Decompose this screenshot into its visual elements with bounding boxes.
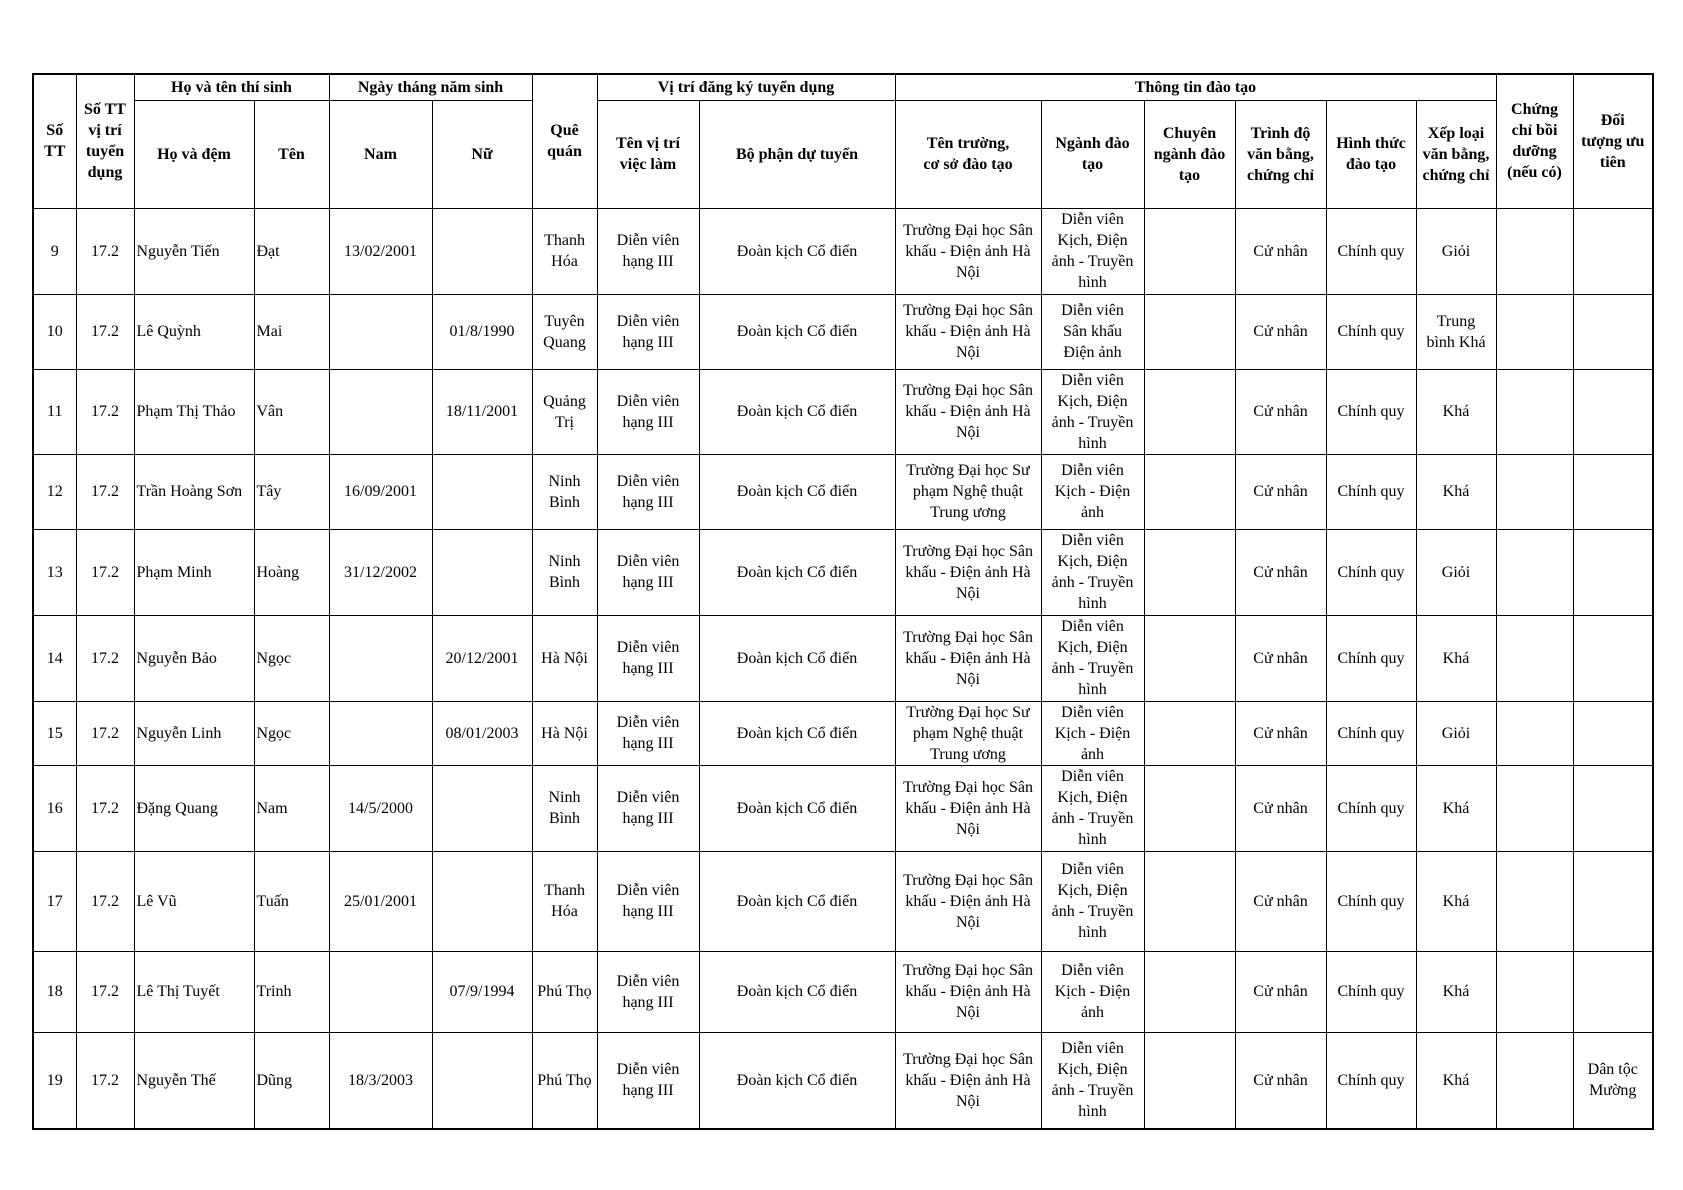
col-header-bo-phan: Bộ phận dự tuyển <box>699 100 895 208</box>
cell-xep-loai: Khá <box>1416 951 1496 1032</box>
cell-nganh: Diễn viên Sân khấu Điện ảnh <box>1041 294 1144 369</box>
cell-stt: 13 <box>33 529 76 615</box>
cell-nganh: Diễn viên Kịch - Điện ảnh <box>1041 701 1144 765</box>
cell-ten-vi-tri: Diễn viên hạng III <box>597 208 699 294</box>
cell-nu <box>432 208 532 294</box>
cell-bo-phan: Đoàn kịch Cổ điển <box>699 294 895 369</box>
cell-ten-vi-tri: Diễn viên hạng III <box>597 294 699 369</box>
cell-chuyen-nganh <box>1144 369 1235 454</box>
cell-chung-chi <box>1496 529 1573 615</box>
col-header-trinh-do: Trình độ văn bằng, chứng chỉ <box>1235 100 1326 208</box>
cell-nam: 25/01/2001 <box>329 851 432 951</box>
cell-truong: Trường Đại học Sân khấu - Điện ảnh Hà Nội <box>895 1032 1041 1129</box>
cell-doi-tuong <box>1573 294 1653 369</box>
cell-nganh: Diễn viên Kịch, Điện ảnh - Truyền hình <box>1041 208 1144 294</box>
cell-ho-dem: Phạm Thị Thảo <box>134 369 254 454</box>
cell-truong: Trường Đại học Sân khấu - Điện ảnh Hà Nội <box>895 369 1041 454</box>
cell-ho-dem: Lê Vũ <box>134 851 254 951</box>
col-header-ten-vi-tri: Tên vị trí việc làm <box>597 100 699 208</box>
table-row <box>33 951 1653 1032</box>
cell-ho-dem: Trần Hoàng Sơn <box>134 454 254 529</box>
cell-que-quan: Phú Thọ <box>532 951 597 1032</box>
cell-ten: Đạt <box>254 208 329 294</box>
cell-truong: Trường Đại học Sân khấu - Điện ảnh Hà Nội <box>895 529 1041 615</box>
cell-nganh: Diễn viên Kịch, Điện ảnh - Truyền hình <box>1041 615 1144 701</box>
col-header-ho-dem: Họ và đệm <box>134 100 254 208</box>
cell-trinh-do: Cử nhân <box>1235 765 1326 851</box>
cell-nam <box>329 615 432 701</box>
cell-chung-chi <box>1496 1032 1573 1129</box>
cell-ho-dem: Nguyễn Bảo <box>134 615 254 701</box>
cell-nu <box>432 765 532 851</box>
cell-chung-chi <box>1496 615 1573 701</box>
cell-bo-phan: Đoàn kịch Cổ điển <box>699 851 895 951</box>
cell-trinh-do: Cử nhân <box>1235 369 1326 454</box>
table-row <box>33 208 1653 294</box>
cell-chuyen-nganh <box>1144 615 1235 701</box>
cell-chuyen-nganh <box>1144 454 1235 529</box>
cell-doi-tuong <box>1573 208 1653 294</box>
table-row <box>33 369 1653 454</box>
cell-hinh-thuc: Chính quy <box>1326 701 1416 765</box>
cell-vi-tri: 17.2 <box>76 208 134 294</box>
cell-vi-tri: 17.2 <box>76 951 134 1032</box>
cell-ten: Mai <box>254 294 329 369</box>
cell-bo-phan: Đoàn kịch Cổ điển <box>699 369 895 454</box>
cell-ten: Ngọc <box>254 701 329 765</box>
cell-ho-dem: Phạm Minh <box>134 529 254 615</box>
cell-nu: 20/12/2001 <box>432 615 532 701</box>
col-header-hinh-thuc: Hình thức đào tạo <box>1326 100 1416 208</box>
cell-vi-tri: 17.2 <box>76 765 134 851</box>
cell-que-quan: Quảng Trị <box>532 369 597 454</box>
cell-xep-loai: Khá <box>1416 765 1496 851</box>
cell-ten-vi-tri: Diễn viên hạng III <box>597 851 699 951</box>
cell-que-quan: Thanh Hóa <box>532 208 597 294</box>
cell-truong: Trường Đại học Sân khấu - Điện ảnh Hà Nội <box>895 951 1041 1032</box>
cell-chuyen-nganh <box>1144 529 1235 615</box>
cell-stt: 9 <box>33 208 76 294</box>
cell-stt: 18 <box>33 951 76 1032</box>
cell-que-quan: Tuyên Quang <box>532 294 597 369</box>
cell-stt: 16 <box>33 765 76 851</box>
cell-ten-vi-tri: Diễn viên hạng III <box>597 529 699 615</box>
cell-que-quan: Hà Nội <box>532 701 597 765</box>
table-row <box>33 454 1653 529</box>
cell-ho-dem: Nguyễn Tiến <box>134 208 254 294</box>
cell-xep-loai: Khá <box>1416 454 1496 529</box>
cell-vi-tri: 17.2 <box>76 1032 134 1129</box>
cell-ten-vi-tri: Diễn viên hạng III <box>597 701 699 765</box>
cell-nam: 14/5/2000 <box>329 765 432 851</box>
table-row <box>33 765 1653 851</box>
cell-trinh-do: Cử nhân <box>1235 615 1326 701</box>
cell-truong: Trường Đại học Sân khấu - Điện ảnh Hà Nội <box>895 765 1041 851</box>
cell-ten: Trinh <box>254 951 329 1032</box>
cell-doi-tuong <box>1573 951 1653 1032</box>
cell-bo-phan: Đoàn kịch Cổ điển <box>699 529 895 615</box>
cell-xep-loai: Giỏi <box>1416 529 1496 615</box>
cell-xep-loai: Giỏi <box>1416 208 1496 294</box>
cell-nam: 16/09/2001 <box>329 454 432 529</box>
cell-doi-tuong: Dân tộc Mường <box>1573 1032 1653 1129</box>
cell-stt: 10 <box>33 294 76 369</box>
cell-que-quan: Ninh Bình <box>532 765 597 851</box>
cell-nganh: Diễn viên Kịch, Điện ảnh - Truyền hình <box>1041 851 1144 951</box>
cell-que-quan: Hà Nội <box>532 615 597 701</box>
col-header-nganh: Ngành đào tạo <box>1041 100 1144 208</box>
cell-que-quan: Ninh Bình <box>532 529 597 615</box>
cell-chung-chi <box>1496 208 1573 294</box>
cell-truong: Trường Đại học Sân khấu - Điện ảnh Hà Nội <box>895 208 1041 294</box>
cell-que-quan: Phú Thọ <box>532 1032 597 1129</box>
cell-vi-tri: 17.2 <box>76 701 134 765</box>
cell-chung-chi <box>1496 765 1573 851</box>
cell-bo-phan: Đoàn kịch Cổ điển <box>699 701 895 765</box>
cell-doi-tuong <box>1573 765 1653 851</box>
cell-nganh: Diễn viên Kịch, Điện ảnh - Truyền hình <box>1041 1032 1144 1129</box>
cell-ho-dem: Lê Thị Tuyết <box>134 951 254 1032</box>
table-row <box>33 615 1653 701</box>
cell-ten: Tây <box>254 454 329 529</box>
cell-vi-tri: 17.2 <box>76 369 134 454</box>
cell-ten-vi-tri: Diễn viên hạng III <box>597 765 699 851</box>
cell-doi-tuong <box>1573 615 1653 701</box>
group-header-dao-tao: Thông tin đào tạo <box>895 74 1496 100</box>
table-row <box>33 294 1653 369</box>
cell-nu <box>432 454 532 529</box>
cell-stt: 19 <box>33 1032 76 1129</box>
cell-chung-chi <box>1496 369 1573 454</box>
cell-nam <box>329 294 432 369</box>
cell-ten: Dũng <box>254 1032 329 1129</box>
cell-doi-tuong <box>1573 369 1653 454</box>
cell-bo-phan: Đoàn kịch Cổ điển <box>699 615 895 701</box>
cell-stt: 11 <box>33 369 76 454</box>
cell-chung-chi <box>1496 294 1573 369</box>
cell-hinh-thuc: Chính quy <box>1326 1032 1416 1129</box>
cell-vi-tri: 17.2 <box>76 851 134 951</box>
cell-nganh: Diễn viên Kịch, Điện ảnh - Truyền hình <box>1041 369 1144 454</box>
cell-bo-phan: Đoàn kịch Cổ điển <box>699 765 895 851</box>
cell-chuyen-nganh <box>1144 951 1235 1032</box>
col-header-doi-tuong: Đối tượng ưu tiên <box>1573 74 1653 208</box>
table-body <box>33 208 1653 1129</box>
cell-trinh-do: Cử nhân <box>1235 1032 1326 1129</box>
cell-hinh-thuc: Chính quy <box>1326 294 1416 369</box>
cell-ho-dem: Lê Quỳnh <box>134 294 254 369</box>
cell-bo-phan: Đoàn kịch Cổ điển <box>699 1032 895 1129</box>
cell-trinh-do: Cử nhân <box>1235 951 1326 1032</box>
cell-nganh: Diễn viên Kịch - Điện ảnh <box>1041 951 1144 1032</box>
cell-nu: 07/9/1994 <box>432 951 532 1032</box>
cell-hinh-thuc: Chính quy <box>1326 454 1416 529</box>
cell-nu <box>432 1032 532 1129</box>
cell-truong: Trường Đại học Sư phạm Nghệ thuật Trung ương <box>895 454 1041 529</box>
cell-bo-phan: Đoàn kịch Cổ điển <box>699 208 895 294</box>
cell-doi-tuong <box>1573 529 1653 615</box>
cell-vi-tri: 17.2 <box>76 454 134 529</box>
cell-nam: 31/12/2002 <box>329 529 432 615</box>
cell-hinh-thuc: Chính quy <box>1326 208 1416 294</box>
table-row <box>33 529 1653 615</box>
group-header-ho-ten: Họ và tên thí sinh <box>134 74 329 100</box>
cell-ho-dem: Nguyễn Thế <box>134 1032 254 1129</box>
cell-chuyen-nganh <box>1144 851 1235 951</box>
cell-truong: Trường Đại học Sân khấu - Điện ảnh Hà Nội <box>895 615 1041 701</box>
cell-bo-phan: Đoàn kịch Cổ điển <box>699 454 895 529</box>
cell-ten-vi-tri: Diễn viên hạng III <box>597 369 699 454</box>
cell-trinh-do: Cử nhân <box>1235 294 1326 369</box>
table-row <box>33 701 1653 765</box>
cell-chung-chi <box>1496 951 1573 1032</box>
cell-nu: 18/11/2001 <box>432 369 532 454</box>
col-header-que-quan: Quê quán <box>532 74 597 208</box>
cell-xep-loai: Khá <box>1416 369 1496 454</box>
cell-ten-vi-tri: Diễn viên hạng III <box>597 615 699 701</box>
cell-truong: Trường Đại học Sân khấu - Điện ảnh Hà Nội <box>895 851 1041 951</box>
cell-truong: Trường Đại học Sư phạm Nghệ thuật Trung ương <box>895 701 1041 765</box>
cell-hinh-thuc: Chính quy <box>1326 615 1416 701</box>
cell-que-quan: Thanh Hóa <box>532 851 597 951</box>
cell-nu: 01/8/1990 <box>432 294 532 369</box>
cell-nganh: Diễn viên Kịch - Điện ảnh <box>1041 454 1144 529</box>
cell-hinh-thuc: Chính quy <box>1326 529 1416 615</box>
cell-hinh-thuc: Chính quy <box>1326 851 1416 951</box>
table-row <box>33 851 1653 951</box>
cell-stt: 17 <box>33 851 76 951</box>
cell-ho-dem: Nguyễn Linh <box>134 701 254 765</box>
cell-nganh: Diễn viên Kịch, Điện ảnh - Truyền hình <box>1041 765 1144 851</box>
cell-ten-vi-tri: Diễn viên hạng III <box>597 454 699 529</box>
cell-doi-tuong <box>1573 851 1653 951</box>
cell-chung-chi <box>1496 851 1573 951</box>
table-header <box>33 74 1653 208</box>
cell-chuyen-nganh <box>1144 294 1235 369</box>
cell-xep-loai: Giỏi <box>1416 701 1496 765</box>
cell-trinh-do: Cử nhân <box>1235 851 1326 951</box>
cell-stt: 14 <box>33 615 76 701</box>
cell-chung-chi <box>1496 454 1573 529</box>
cell-vi-tri: 17.2 <box>76 615 134 701</box>
col-header-xep-loai: Xếp loại văn bằng, chứng chỉ <box>1416 100 1496 208</box>
group-header-ngay-sinh: Ngày tháng năm sinh <box>329 74 532 100</box>
cell-ten: Tuấn <box>254 851 329 951</box>
cell-xep-loai: Khá <box>1416 615 1496 701</box>
cell-hinh-thuc: Chính quy <box>1326 765 1416 851</box>
col-header-nam: Nam <box>329 100 432 208</box>
cell-trinh-do: Cử nhân <box>1235 701 1326 765</box>
cell-vi-tri: 17.2 <box>76 294 134 369</box>
cell-nam <box>329 701 432 765</box>
candidate-table <box>32 73 1654 1130</box>
table-row <box>33 1032 1653 1129</box>
cell-stt: 15 <box>33 701 76 765</box>
cell-ten: Nam <box>254 765 329 851</box>
col-header-chuyen-nganh: Chuyên ngành đào tạo <box>1144 100 1235 208</box>
cell-ho-dem: Đặng Quang <box>134 765 254 851</box>
col-header-nu: Nữ <box>432 100 532 208</box>
col-header-ten-truong: Tên trường, cơ sở đào tạo <box>895 100 1041 208</box>
cell-doi-tuong <box>1573 701 1653 765</box>
cell-nu <box>432 529 532 615</box>
cell-chuyen-nganh <box>1144 1032 1235 1129</box>
cell-ten-vi-tri: Diễn viên hạng III <box>597 951 699 1032</box>
cell-hinh-thuc: Chính quy <box>1326 951 1416 1032</box>
cell-nganh: Diễn viên Kịch, Điện ảnh - Truyền hình <box>1041 529 1144 615</box>
col-header-ten: Tên <box>254 100 329 208</box>
cell-trinh-do: Cử nhân <box>1235 208 1326 294</box>
cell-chung-chi <box>1496 701 1573 765</box>
cell-stt: 12 <box>33 454 76 529</box>
cell-ten: Vân <box>254 369 329 454</box>
cell-ten: Ngọc <box>254 615 329 701</box>
col-header-so-tt: Số TT <box>33 74 76 208</box>
cell-nam <box>329 951 432 1032</box>
cell-nu: 08/01/2003 <box>432 701 532 765</box>
cell-que-quan: Ninh Bình <box>532 454 597 529</box>
cell-bo-phan: Đoàn kịch Cổ điển <box>699 951 895 1032</box>
cell-chuyen-nganh <box>1144 208 1235 294</box>
cell-doi-tuong <box>1573 454 1653 529</box>
cell-trinh-do: Cử nhân <box>1235 454 1326 529</box>
cell-nu <box>432 851 532 951</box>
cell-chuyen-nganh <box>1144 765 1235 851</box>
cell-xep-loai: Trung bình Khá <box>1416 294 1496 369</box>
col-header-chung-chi: Chứng chỉ bồi dưỡng (nếu có) <box>1496 74 1573 208</box>
cell-nam: 13/02/2001 <box>329 208 432 294</box>
cell-trinh-do: Cử nhân <box>1235 529 1326 615</box>
cell-chuyen-nganh <box>1144 701 1235 765</box>
group-header-vi-tri: Vị trí đăng ký tuyển dụng <box>597 74 895 100</box>
cell-hinh-thuc: Chính quy <box>1326 369 1416 454</box>
cell-nam <box>329 369 432 454</box>
cell-nam: 18/3/2003 <box>329 1032 432 1129</box>
cell-xep-loai: Khá <box>1416 1032 1496 1129</box>
cell-truong: Trường Đại học Sân khấu - Điện ảnh Hà Nội <box>895 294 1041 369</box>
cell-ten-vi-tri: Diễn viên hạng III <box>597 1032 699 1129</box>
col-header-so-tt-vi-tri: Số TT vị trí tuyển dụng <box>76 74 134 208</box>
cell-xep-loai: Khá <box>1416 851 1496 951</box>
cell-vi-tri: 17.2 <box>76 529 134 615</box>
cell-ten: Hoàng <box>254 529 329 615</box>
